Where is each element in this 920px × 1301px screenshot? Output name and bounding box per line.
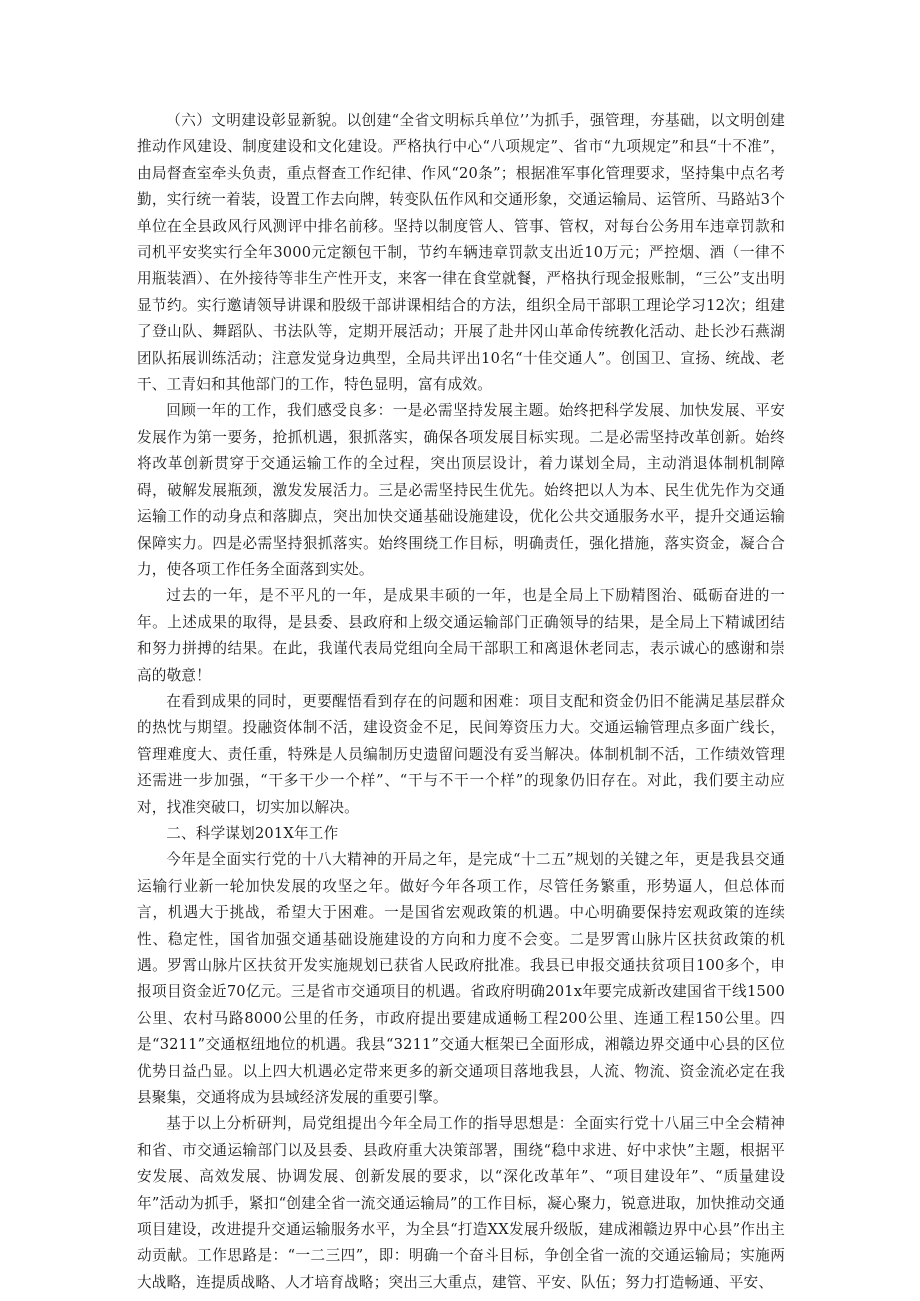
paragraph-review: 回顾一年的工作，我们感受良多：一是必需坚持发展主题。始终把科学发展、加快发展、平安发展作为第一要务，抢抓机遇，狠抓落实，确保各项发展目标实现。二是必需坚持改革创新。始终将改革创新贯穿于交通运输工作的全过程，突出顶层设计，着力谋划全局，主动消退体制机制障碍，破解发展瓶颈，激发发展活力。三是必需坚持民生优先。始终把以人为本、民生优先作为交通运输工作的动身点和落脚点，突出加快交通基础设施建设，优化公共交通服务水平，提升交通运输保障实力。四是必需坚持狠抓落实。始终围绕工作目标，明确责任，强化措施，落实资金，凝合合力，使各项工作任务全面落到实处。 (137, 402, 785, 578)
paragraph-problems: 在看到成果的同时，更要醒悟看到存在的问题和困难：项目支配和资金仍旧不能满足基层群众的热忱与期望。投融资体制不活，建设资金不足，民间筹资压力大。交通运输管理点多面广线长，管理难度大、责任重，特殊是人员编制历史遗留问题没有妥当解决。体制机制不活，工作绩效管理还需进一步加强，“干多干少一个样”、“干与不干一个样”的现象仍旧存在。对此，我们要主动应对，找准突破口，切实加以解决。 (137, 692, 785, 816)
paragraph-past-year: 过去的一年，是不平凡的一年，是成果丰硕的一年，也是全局上下励精图治、砥砺奋进的一年。上述成果的取得，是县委、县政府和上级交通运输部门正确领导的结果，是全局上下精诚团结和努力拼搏的结果。在此，我谨代表局党组向全局干部职工和离退休老同志，表示诚心的感谢和崇高的敬意！ (137, 587, 785, 684)
document-page (137, 108, 785, 1296)
paragraph-opportunities: 今年是全面实行党的十八大精神的开局之年，是完成“十二五”规划的关键之年，更是我县交通运输行业新一轮加快发展的攻坚之年。做好今年各项工作，尽管任务繁重，形势逼人，但总体而言，机遇大于挑战，希望大于困难。一是国省宏观政策的机遇。中心明确要保持宏观政策的连续性、稳定性，国省加强交通基础设施建设的方向和力度不会变。二是罗霄山脉片区扶贫政策的机遇。罗霄山脉片区扶贫开发实施规划已获省人民政府批准。我县已申报交通扶贫项目100多个，申报项目资金近70亿元。三是省市交通项目的机遇。省政府明确201x年要完成新改建国省干线1500公里、农村马路8000公里的任务，市政府提出要建成通畅工程200公里、连通工程150公里。四是“3211”交通枢纽地位的机遇。我县“3211”交通大框架已全面形成，湘赣边界交通中心县的区位优势日益凸显。以上四大机遇必定带来更多的新交通项目落地我县，人流、物流、资金流必定在我县聚集，交通将成为县域经济发展的重要引擎。 (137, 851, 785, 1107)
paragraph-guiding-ideology: 基于以上分析研判，局党组提出今年全局工作的指导思想是：全面实行党十八届三中全会精神和省、市交通运输部门以及县委、县政府重大决策部署，围绕“稳中求进、好中求快”主题，根据平安发展、高效发展、协调发展、创新发展的要求，以“深化改革年”、“项目建设年”、“质量建设年”活动为抓手，紧扣“创建全省一流交通运输局”的工作目标，凝心聚力，锐意进取，加快推动交通项目建设，改进提升交通运输服务水平，为全县“打造XX发展升级版，建成湘赣边界中心县”作出主动贡献。工作思路是：“一二三四”，即：明确一个奋斗目标，争创全省一流的交通运输局；实施两大战略，连提质战略、人才培育战略；突出三大重点，建管、平安、队伍；努力打造畅通、平安、 (137, 1115, 785, 1291)
paragraph-civilization: （六）文明建设彰显新貌。以创建“全省文明标兵单位’’为抓手，强管理，夯基础，以文明创建推动作风建设、制度建设和文化建设。严格执行中心“八项规定”、省市“九项规定”和县“十不准”，由局督查室牵头负责，重点督查工作纪律、作风“20条”；根据准军事化管理要求，坚持集中点名考勤，实行统一着装，设置工作去向牌，转变队伍作风和交通形象，交通运输局、运管所、马路站3个单位在全县政风行风测评中排名前移。坚持以制度管人、管事、管权，对每台公务用车违章罚款和司机平安奖实行全年3000元定额包干制，节约车辆违章罚款支出近10万元；严控烟、酒（一律不用瓶装酒）、在外接待等非生产性开支，来客一律在食堂就餐，严格执行现金报账制，“三公”支出明显节约。实行邀请领导讲课和股级干部讲课相结合的方法，组织全局干部职工理论学习12次；组建了登山队、舞蹈队、书法队等，定期开展活动；开展了赴井冈山革命传统教化活动、赴长沙石燕湖团队拓展训练活动；注意发觉身边典型，全局共评出10名“十佳交通人”。创国卫、宣扬、统战、老干、工青妇和其他部门的工作，特色显明，富有成效。 (137, 112, 785, 394)
section-heading: 二、科学谋划201X年工作 (166, 824, 339, 842)
